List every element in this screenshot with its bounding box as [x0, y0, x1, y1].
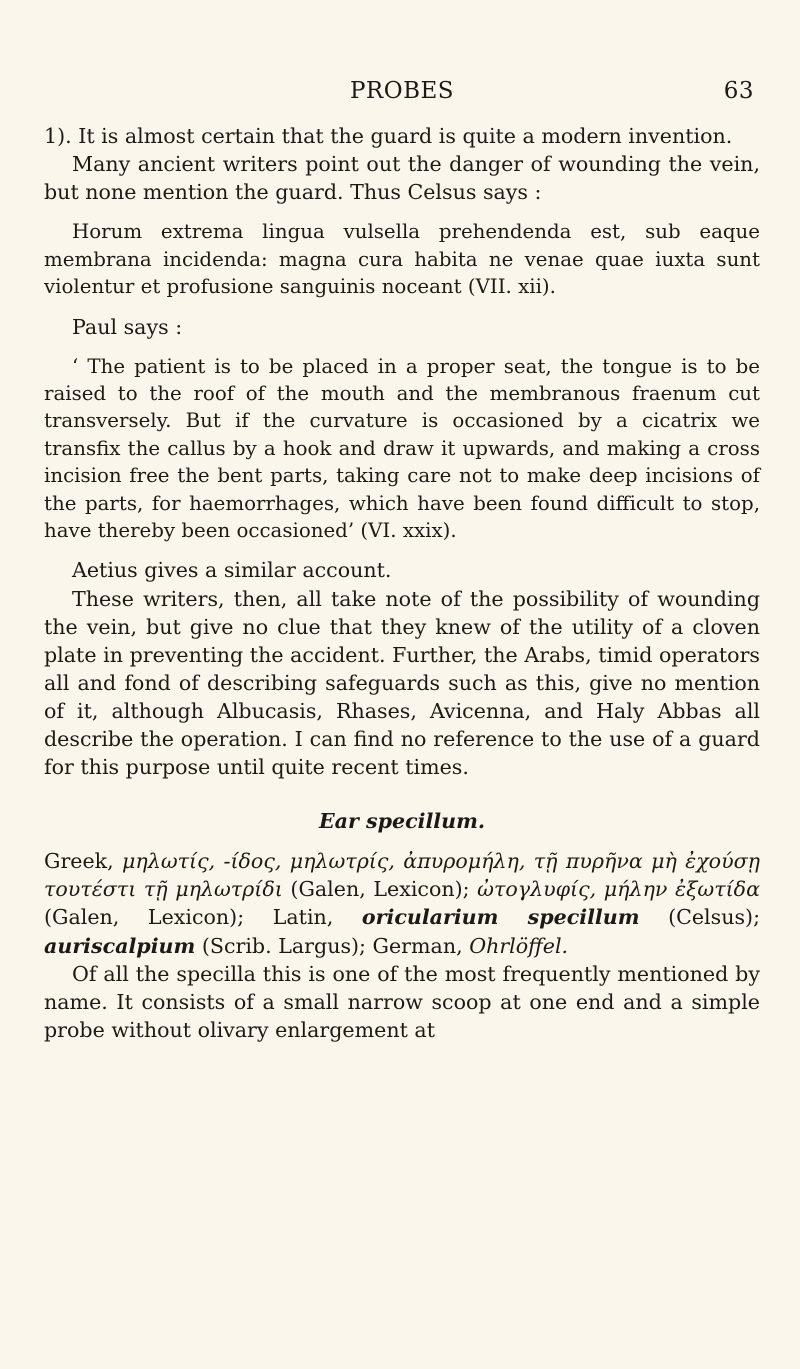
page-body [44, 122, 760, 1044]
page-header [44, 78, 760, 110]
paragraph-paul-says: Paul says : [72, 314, 183, 339]
latin-term-auriscalpium: auriscalpium [44, 933, 196, 958]
latin-term-oricularium: oricularium specillum [361, 905, 640, 930]
page-number: 63 [723, 78, 754, 104]
paragraph-names [44, 847, 760, 959]
greek-terms-2: ὠτογλυφίς, μήλην ἐξωτίδα [477, 877, 760, 902]
paragraph-ancient-writers: Many ancient writers point out the danger of wounding the vein, but none mention the guard. Thus Celsus says : [44, 152, 760, 205]
paragraph-these-writers: These writers, then, all take note of the possibility of wounding the vein, but give no clue that they knew of the utility of a cloven plate in preventing the accident. Further, the Arabs, timid operators all and fond of describing safeguards such as this, give no mention of it, although Albucasis, Rhases, Avicenna, and Haly Abbas all describe the operation. I can find no reference to the use of a guard for this purpose until quite recent times. [44, 586, 760, 780]
paragraph-aetius: Aetius gives a similar account. [72, 558, 392, 583]
source-galen-2: (Galen, Lexicon); Latin, [44, 905, 362, 930]
paragraph-specilla: Of all the specilla this is one of the most frequently mentioned by name. It consists of a small narrow scoop at one end and a simple probe without olivary enlargement at [44, 961, 760, 1042]
source-galen-1: (Galen, Lexicon); [282, 877, 478, 902]
book-page [44, 0, 760, 1369]
running-head: PROBES [349, 78, 455, 104]
celsus-latin-quote: Horum extrema lingua vulsella prehendenda est, sub eaque membrana incidenda: magna cura habita ne venae quae iuxta sunt violentur et profusione sanguinis noceant (VII. xii). [44, 220, 760, 299]
section-heading: Ear specillum. [318, 809, 486, 834]
paragraph-guard-invention: 1). It is almost certain that the guard is quite a modern invention. [44, 124, 733, 148]
greek-terms-1: μηλωτίς, -ίδος, μηλωτρίς, ἀπυρομήλη, τῇ πυρῆνα μὴ ἐχούσῃ τουτέστι τῇ μηλωτρίδι [44, 849, 760, 902]
greek-label: Greek, [44, 849, 123, 874]
source-celsus: (Celsus); [639, 905, 761, 930]
german-term: Ohrlöffel. [469, 933, 569, 958]
source-scribonius: (Scrib. Largus); German, [195, 933, 470, 958]
paul-quote: ‘ The patient is to be placed in a proper seat, the tongue is to be raised to the roof of the mouth and the membranous fraenum cut transversely. But if the curvature is occasioned by a cicatrix we transfix the callus by a hook and draw it upwards, and making a cross incision free the bent parts, taking care not to make deep incisions of the parts, for haemorrhages, which have been found difficult to stop, have thereby been occasioned’ (VI. xxix). [44, 354, 760, 543]
